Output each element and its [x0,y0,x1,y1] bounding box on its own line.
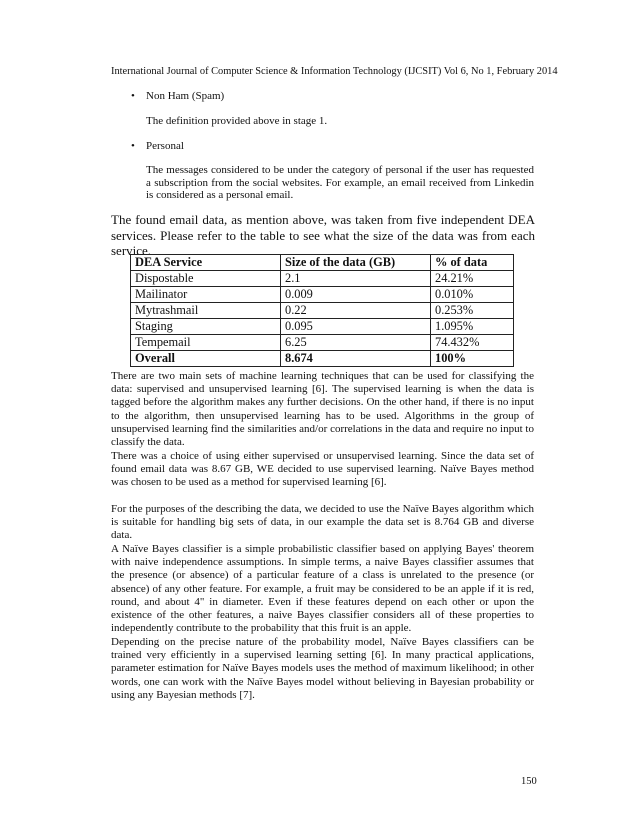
cell: 2.1 [281,271,431,287]
table-row [131,287,514,303]
cell: 0.253% [431,303,514,319]
cell: 0.095 [281,319,431,335]
table-total-row [131,351,514,367]
cell: 6.25 [281,335,431,351]
cell: Mytrashmail [131,303,281,319]
bullet-text: The messages considered to be under the category of personal if the user has requested a subscription from the social websites. For example, an email received from Linkedin is considered as a personal email. [146,164,534,202]
paragraph: A Naïve Bayes classifier is a simple probabilistic classifier based on applying Bayes' theorem with naive independence assumptions. In simple terms, a naive Bayes classifier assumes that the presence (or absence) of a particular feature of a class is unrelated to the presence (or absence) of any other feature. For example, a fruit may be considered to be an apple if it is red, round, and about 4" in diameter. Even if these features depend on each other or upon the existence of the other features, a naive Bayes classifier considers all of these properties to independently contribute to the probability that this fruit is an apple. [111,543,534,635]
table-header-row [131,255,514,271]
cell: 8.674 [281,351,431,367]
paragraph: There was a choice of using either supervised or unsupervised learning. Since the data set of found email data was 8.67 GB, WE decided to use supervised learning. Naïve Bayes method was chosen to be used as a method for supervised learning [6]. [111,450,534,489]
cell: Tempemail [131,335,281,351]
cell: 74.432% [431,335,514,351]
running-header: International Journal of Computer Science & Information Technology (IJCSIT) Vol 6, No 1, February 2014 [111,66,558,77]
cell: 1.095% [431,319,514,335]
header-cell: Size of the data (GB) [281,255,431,271]
cell: 24.21% [431,271,514,287]
header-cell: DEA Service [131,255,281,271]
cell: 0.010% [431,287,514,303]
bullet-item [131,140,184,152]
bullet-text: The definition provided above in stage 1. [146,115,328,127]
cell: Mailinator [131,287,281,303]
table-row [131,319,514,335]
table-row [131,303,514,319]
header-cell: % of data [431,255,514,271]
bullet-icon: • [131,90,135,102]
paragraph: There are two main sets of machine learning techniques that can be used for classifying the data: supervised and unsupervised learning [6]. The supervised learning is when the data is tagged before the algorithm makes any further decisions. On the other hand, if there is no input to the algorithm, then unsupervised learning has to be used. Algorithms in the group of unsupervised learning find the similarities and/or correlations in the data and require no input to classify the data. [111,370,534,449]
table-row [131,271,514,287]
table-row [131,335,514,351]
cell: Dispostable [131,271,281,287]
page-number: 150 [521,776,537,787]
intro-paragraph: The found email data, as mention above, was taken from five independent DEA services. Please refer to the table to see what the size of the data was from each service. [111,212,535,258]
cell: 0.22 [281,303,431,319]
cell: Overall [131,351,281,367]
paragraph: For the purposes of the describing the data, we decided to use the Naïve Bayes algorithm which is suitable for handling big sets of data, in our example the data set is 8.764 GB and diverse data. [111,503,534,542]
cell: 0.009 [281,287,431,303]
bullet-item [131,90,224,102]
bullet-title: Non Ham (Spam) [146,90,225,102]
bullet-icon: • [131,140,135,152]
bullet-title: Personal [146,140,184,152]
cell: 100% [431,351,514,367]
paragraph: Depending on the precise nature of the probability model, Naïve Bayes classifiers can be trained very efficiently in a supervised learning setting [6]. In many practical applications, parameter estimation for Naïve Bayes models uses the method of maximum likelihood; in other words, one can work with the Naïve Bayes model without believing in Bayesian probability or using any Bayesian methods [7]. [111,636,534,701]
cell: Staging [131,319,281,335]
dea-table [130,254,514,367]
